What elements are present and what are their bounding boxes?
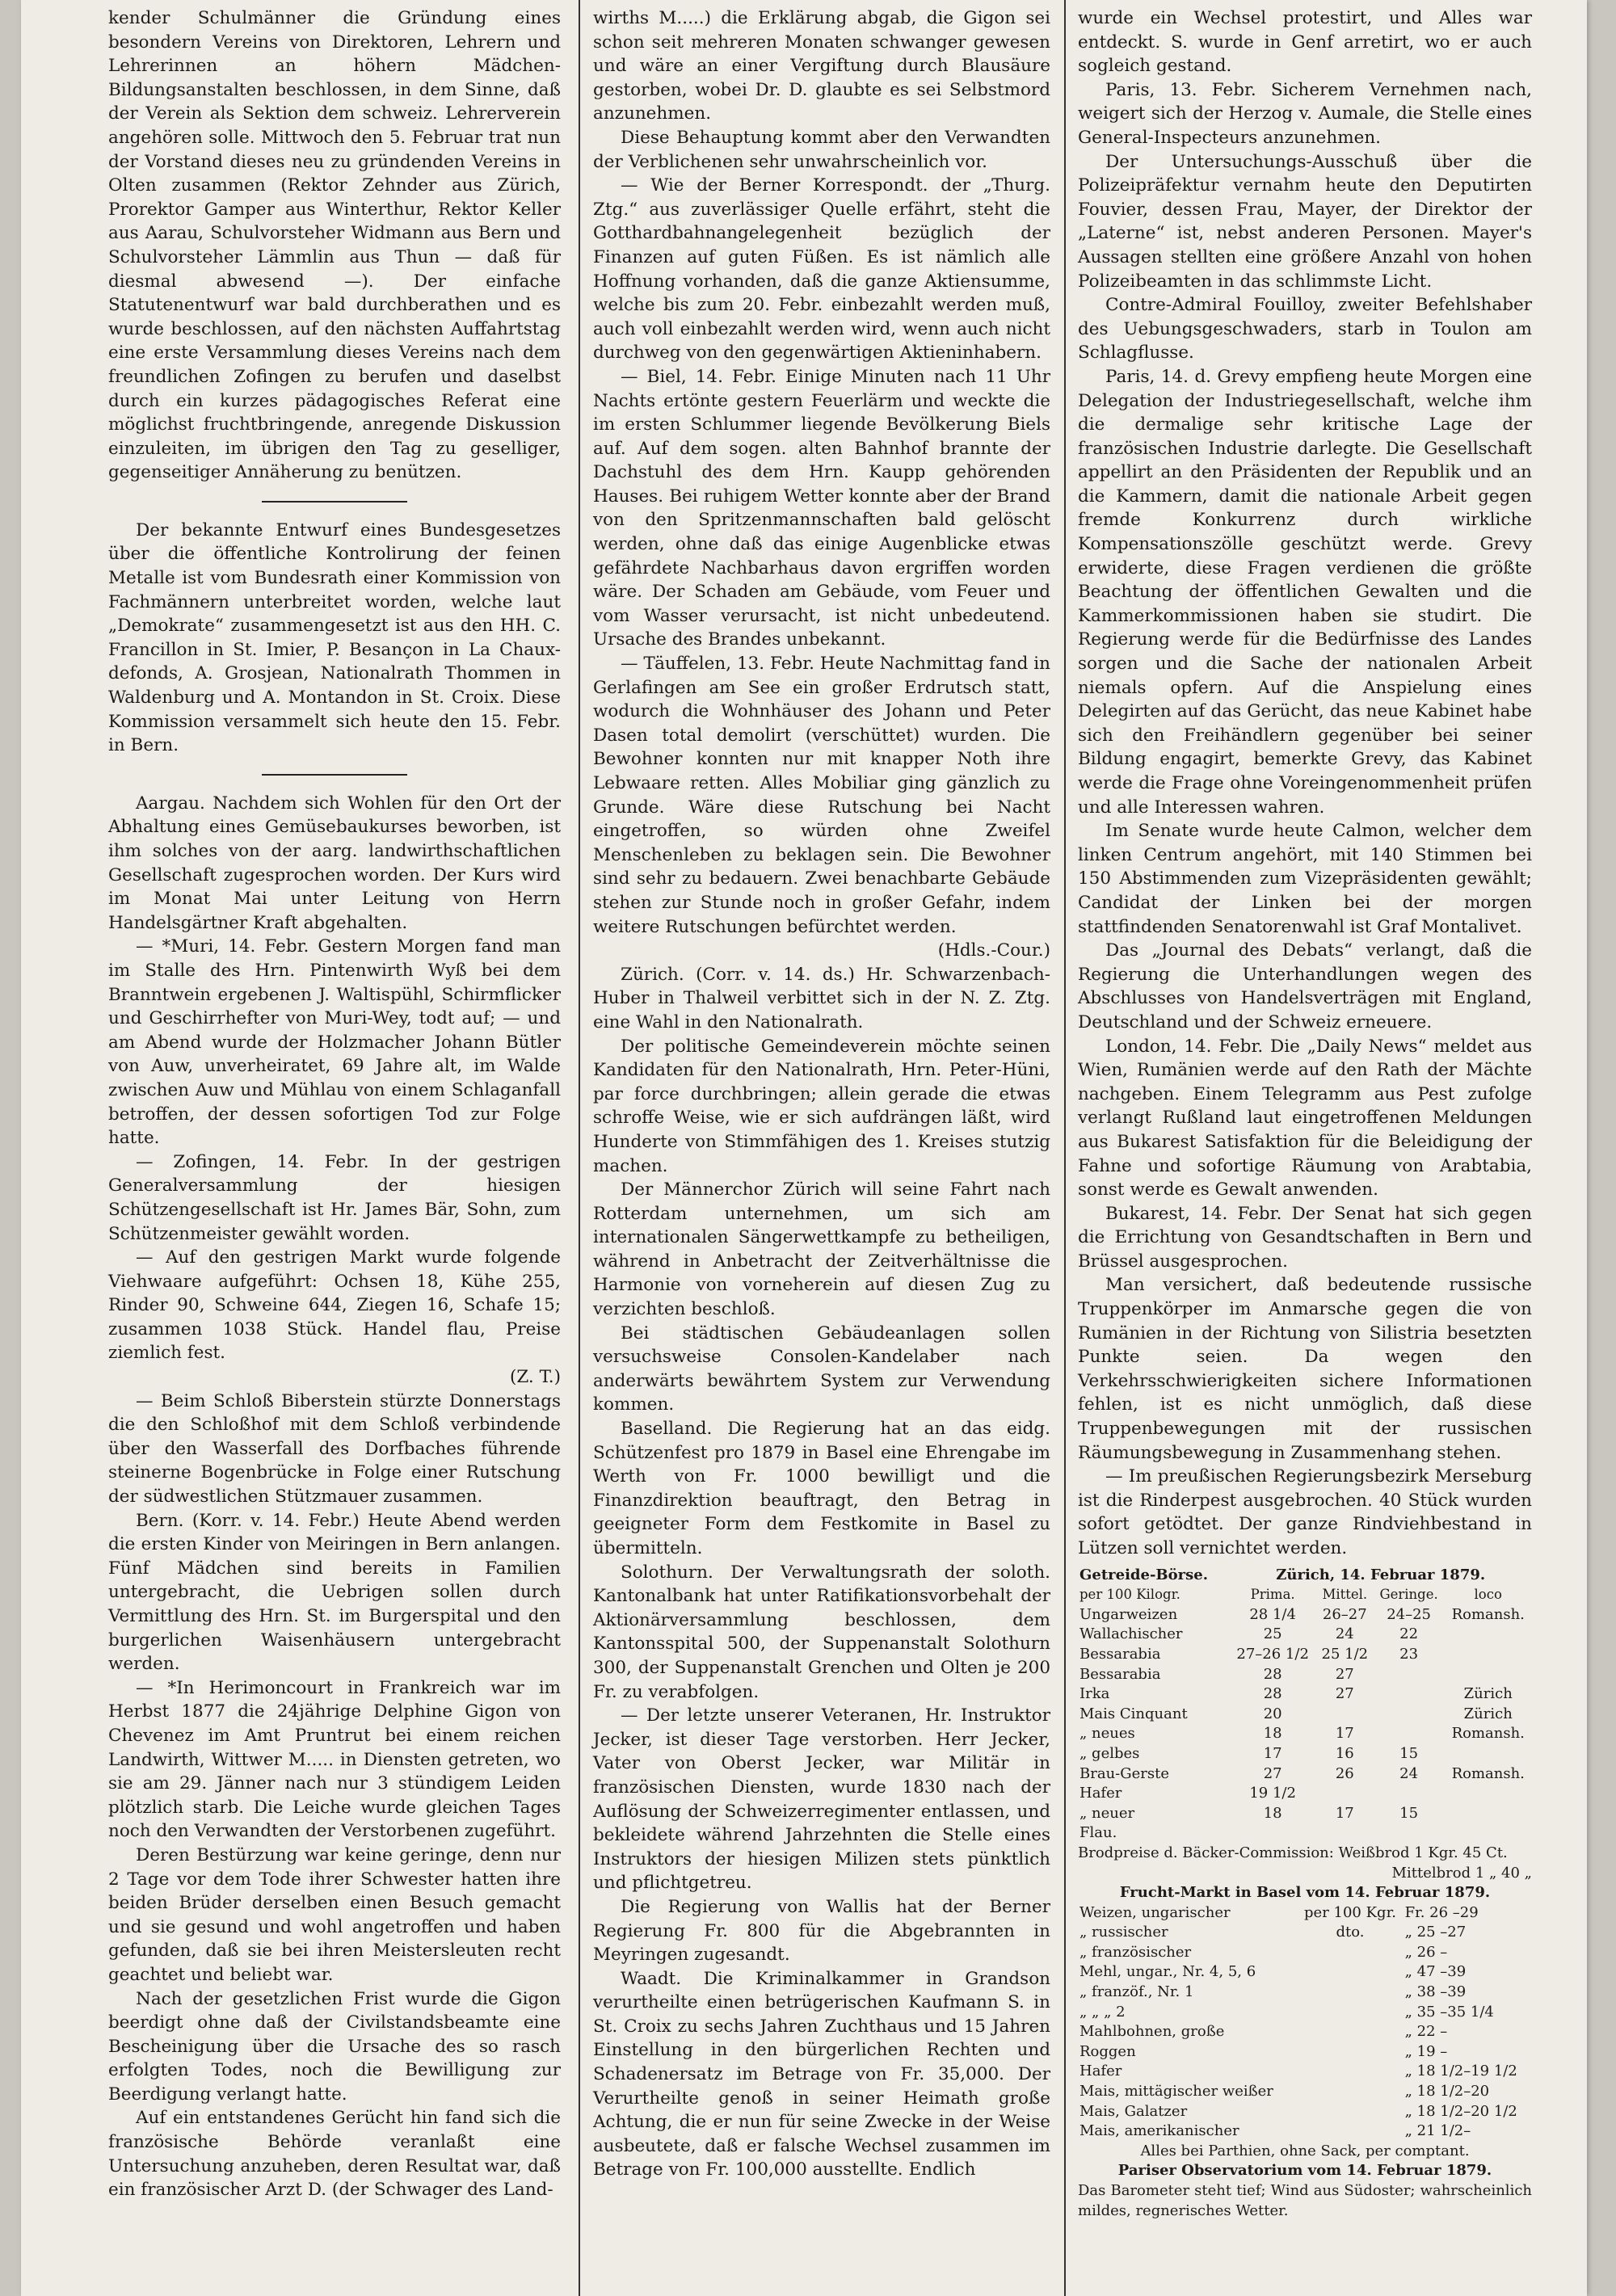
- table-cell: Weizen, ungarischer: [1079, 1903, 1231, 1921]
- table-cell: Romansh.: [1451, 1725, 1525, 1743]
- table-cell: „ 22 –: [1404, 2023, 1448, 2041]
- table-row: [1078, 1645, 1532, 1665]
- table-cell: 27: [1335, 1685, 1354, 1703]
- table-cell: [1297, 2062, 1403, 2082]
- table-cell: [1316, 1823, 1374, 1844]
- table-cell: [1297, 2042, 1403, 2063]
- table-cell: „ 18 1/2–19 1/2: [1404, 2063, 1517, 2080]
- article-text: Man versichert, daß bedeutende russische Truppenkörper im Anmarsche gegen die von Rumänien in der Richtung von Silistria besetzten Punkte seien. Da wegen den Verkehrsschwierigkeiten sichere Informationen fehlen, ist es nicht unmöglich, daß diese Truppenbewegungen mit der russischen Räumungsbewegung in Zusammenhang stehen.: [1078, 1275, 1532, 1463]
- table-cell: 27: [1263, 1764, 1282, 1782]
- article-text: Der bekannte Entwurf eines Bundesgesetzes über die öffentliche Kontrolirung der feinen Metalle ist vom Bundesrath einer Kommission von Fachmännern unterbreitet worden, welche laut „Demokrate“ zusammengesetzt ist aus den HH. C. Francillon in St. Imier, P. Besançon in La Chaux-defonds, A. Grosjean, Nationalrath Thommen in Waldenburg und A. Montandon in St. Croix. Diese Kommission versammelt sich heute den 15. Febr. in Bern.: [108, 519, 561, 756]
- table-row: [1078, 1605, 1532, 1625]
- table-row: [1078, 1962, 1532, 1983]
- table-cell: 25: [1263, 1625, 1282, 1643]
- table-cell: „ franzöf., Nr. 1: [1079, 1983, 1194, 2001]
- article-text: — *In Herimoncourt in Frankreich war im Herbst 1877 die 24jährige Delphine Gigon von Chevenez im Amt Pruntrut bei einem reichen Landwirth, Wittwer M..... in Diensten getreten, wo sie am 29. Jänner nach nur 3 stündigem Leiden plötzlich starb. Die Leiche wurde gleichen Tages noch den Verwandten der Verstorbenen zugeführt.: [108, 1677, 561, 1842]
- table-cell: „ 21 1/2–: [1404, 2122, 1471, 2140]
- article-text: — Täuffelen, 13. Febr. Heute Nachmittag fand in Gerlafingen am See ein großer Erdrutsch statt, wodurch die Wohnhäuser des Johann und Peter Dasen total demolirt (verschüttet) wurden. Die Bewohner konnten nur mit knapper Noth ihre Lebwaare retten. Alles Mobiliar ging gänzlich zu Grunde. Wäre diese Rutschung bei Nacht eingetroffen, so würden ohne Zweifel Menschenleben zu beklagen sein. Die Bewohner sind sehr zu bedauern. Zwei benachbarte Gebäude stehen zur Stunde noch in großer Gefahr, indem weitere Rutschungen befürchtet werden.: [593, 654, 1050, 937]
- column-rule-1: [579, 0, 580, 2296]
- table-cell: [1297, 1943, 1403, 1963]
- article-text: London, 14. Febr. Die „Daily News“ meldet aus Wien, Rumänien werde auf den Rath der Mächte nachgeben. Einem Telegramm aus Pest zufolge verlangt Rußland laut eingetroffenen Meldungen aus Bukarest Satisfaktion für die Beleidigung der Fahne und sofortige Räumung von Arabtabia, sonst werde es Gewalt anwenden.: [1078, 1036, 1532, 1201]
- table-row: [1078, 2003, 1532, 2023]
- table-cell: [1297, 1962, 1403, 1983]
- basel-rows: [1078, 1903, 1532, 2142]
- article-text: Contre-Admiral Fouilloy, zweiter Befehlshaber des Uebungsgeschwaders, starb in Toulon am Schlagflusse.: [1078, 295, 1532, 364]
- table-cell: 17: [1335, 1804, 1354, 1822]
- article-text: Diese Behauptung kommt aber den Verwandten der Verblichenen sehr unwahrscheinlich vor.: [593, 127, 1050, 172]
- table-cell: 24: [1335, 1625, 1354, 1643]
- table-cell: [1297, 2022, 1403, 2042]
- table-cell: [1374, 1705, 1445, 1725]
- article-text: — Wie der Berner Korrespondt. der „Thurg. Ztg.“ aus zuverlässiger Quelle erfährt, steht die Gotthardbahnangelegenheit bezüglich der Finanzen auf guten Füßen. Es ist nämlich alle Hoffnung vorhanden, daß die ganze Aktiensumme, welche bis zum 20. Febr. einbezahlt werden muß, auch voll einbezahlt werden wird, wenn auch nicht durchweg von den gegenwärtigen Aktieninhabern.: [593, 175, 1050, 364]
- bread-price: Brodpreise d. Bäcker-Commission: Weißbrod 1 Kgr. 45 Ct.: [1078, 1844, 1508, 1861]
- table-cell: Romansh.: [1451, 1605, 1525, 1623]
- source-signature: (Hdls.-Cour.): [937, 940, 1050, 961]
- column-header: per 100 Kilogr.: [1079, 1587, 1180, 1603]
- market-date: Zürich, 14. Februar 1879.: [1276, 1566, 1486, 1583]
- article-text: Aargau. Nachdem sich Wohlen für den Ort der Abhaltung eines Gemüsebaukurses beworben, ist ihm solches von der aarg. landwirthschaftlichen Gesellschaft zugesprochen worden. Der Kurs wird im Monat Mai unter Leitung von Herrn Handelsgärtner Kraft abgehalten.: [108, 793, 561, 933]
- table-cell: 22: [1399, 1625, 1419, 1643]
- article-text: wurde ein Wechsel protestirt, und Alles war entdeckt. S. wurde in Genf arretirt, wo er auch sogleich gestand.: [1078, 8, 1532, 77]
- table-row: [1078, 1943, 1532, 1963]
- table-cell: [1374, 1665, 1445, 1685]
- table-cell: „ 47 –39: [1404, 1963, 1467, 1981]
- article-text: Bern. (Korr. v. 14. Febr.) Heute Abend werden die ersten Kinder von Meiringen in Bern anlangen. Fünf Mädchen sind bereits in Familien untergebracht, die Uebrigen sollen durch Vermittlung des Hrn. St. im Burgerspital und den burgerlichen Waisenhäusern untergebracht werden.: [108, 1510, 561, 1675]
- table-cell: [1444, 1784, 1532, 1804]
- table-cell: „ 18 1/2–20 1/2: [1404, 2102, 1517, 2120]
- table-row: [1078, 2062, 1532, 2082]
- table-cell: Roggen: [1079, 2042, 1136, 2060]
- table-cell: [1444, 1665, 1532, 1685]
- table-cell: 15: [1399, 1804, 1419, 1822]
- article-text: — Beim Schloß Biberstein stürzte Donnerstags die den Schloßhof mit dem Schloß verbindende über den Wasserfall des Dorfbaches führende steinerne Bogenbrücke in Folge einer Rutschung der südwestlichen Stützmauer zusammen.: [108, 1390, 561, 1508]
- table-cell: 25 1/2: [1321, 1645, 1369, 1663]
- table-cell: Hafer: [1079, 1785, 1122, 1802]
- table-cell: 26–27: [1322, 1605, 1367, 1623]
- table-cell: [1444, 1823, 1532, 1844]
- table-cell: „ neues: [1079, 1725, 1135, 1743]
- table-cell: 24–25: [1387, 1605, 1431, 1623]
- table-row: [1078, 1823, 1532, 1844]
- table-cell: Brau-Gerste: [1079, 1764, 1169, 1782]
- article-text: Der politische Gemeindeverein möchte seinen Kandidaten für den Nationalrath, Hrn. Peter-Hüni, par force durchbringen; allein gerade die etwas schroffe Weise, wie er sich aufdrängen läßt, wird Hunderte von Stimmfähigen des 1. Kreises stutzig machen.: [593, 1036, 1050, 1176]
- article-text: — Zofingen, 14. Febr. In der gestrigen Generalversammlung der hiesigen Schützengesellschaft ist Hr. James Bär, Sohn, zum Schützenmeister gewählt worden.: [108, 1151, 561, 1244]
- table-cell: 27: [1335, 1665, 1354, 1683]
- table-cell: 15: [1399, 1744, 1419, 1762]
- table-cell: Ungarweizen: [1079, 1605, 1178, 1623]
- table-cell: Mehl, ungar., Nr. 4, 5, 6: [1079, 1963, 1256, 1981]
- table-cell: „ 35 –35 1/4: [1404, 2003, 1494, 2021]
- table-cell: 16: [1335, 1744, 1354, 1762]
- basel-market-table: [1078, 1903, 1532, 2142]
- table-cell: [1374, 1823, 1445, 1844]
- article-text: Solothurn. Der Verwaltungsrath der soloth. Kantonalbank hat unter Ratifikationsvorbehalt der Aktionärversammlung beschlossen, dem Kantonsspital 500, der Suppenanstalt Solothurn 300, der Suppenanstalt Grenchen und Olten je 200 Fr. zu verabfolgen.: [593, 1562, 1050, 1702]
- table-cell: dto.: [1336, 1924, 1365, 1941]
- table-row: [1078, 1625, 1532, 1645]
- table-cell: 18: [1263, 1725, 1282, 1743]
- table-cell: [1297, 2102, 1403, 2122]
- table-cell: Irka: [1079, 1685, 1110, 1703]
- column-rule-2: [1064, 0, 1066, 2296]
- table-cell: [1374, 1724, 1445, 1744]
- table-cell: [1297, 1983, 1403, 2003]
- observatory-heading: Pariser Observatorium vom 14. Februar 1879.: [1117, 2162, 1492, 2180]
- table-cell: Wallachischer: [1079, 1625, 1183, 1643]
- section-divider: [262, 501, 407, 503]
- table-cell: [1444, 1744, 1532, 1764]
- article-text: Die Regierung von Wallis hat der Berner Regierung Fr. 800 für die Abgebrannten in Meyringen zugesandt.: [593, 1896, 1050, 1966]
- table-cell: 20: [1263, 1705, 1282, 1722]
- table-row: [1078, 1983, 1532, 2003]
- grain-exchange-table: [1078, 1566, 1532, 1844]
- section-divider: [262, 774, 407, 776]
- table-row: [1078, 1684, 1532, 1705]
- table-cell: Bessarabia: [1079, 1665, 1161, 1683]
- market-report: [1078, 1566, 1532, 2222]
- article-text: Nach der gesetzlichen Frist wurde die Gigon beerdigt ohne daß der Civilstandsbeamte eine Bescheinigung über die Ursache des so rasch erfolgten Todes, noch die Bewilligung zur Beerdigung verlangt hatte.: [108, 1988, 561, 2105]
- article-text: — Biel, 14. Febr. Einige Minuten nach 11 Uhr Nachts ertönte gestern Feuerlärm und weckte die im ersten Schlummer liegende Bevölkerung Biels auf. Auf dem sogen. alten Bahnhof brannte der Dachstuhl des dem Hrn. Kaupp gehörenden Hauses. Bei ruhigem Wetter konnte aber der Brand von den Spritzenmannschaften bald gelöscht werden, ohne daß das einige Augenblicke etwas gefährdete Nachbarhaus davon ergriffen worden wäre. Der Schaden am Gebäude, vom Feuer und vom Wasser verursacht, ist nicht unbedeutend. Ursache des Brandes unbekannt.: [593, 366, 1050, 650]
- table-row: [1078, 1744, 1532, 1764]
- table-cell: [1444, 1645, 1532, 1665]
- table-cell: „ neuer: [1079, 1804, 1135, 1822]
- table-cell: Fr. 26 –29: [1404, 1903, 1479, 1921]
- table-cell: Mais, mittägischer weißer: [1079, 2083, 1273, 2100]
- table-row: [1078, 2121, 1532, 2142]
- article-text: Im Senate wurde heute Calmon, welcher dem linken Centrum angehört, mit 140 Stimmen bei 150 Abstimmenden zum Vizepräsidenten gewählt; Candidat der Linken bei der morgen stattfindenden Senatorenwahl ist Graf Montalivet.: [1078, 821, 1532, 937]
- table-cell: Mais, Galatzer: [1079, 2102, 1188, 2120]
- table-cell: „ 19 –: [1404, 2042, 1448, 2060]
- table-cell: 27–26 1/2: [1236, 1645, 1309, 1663]
- article-text: — Der letzte unserer Veteranen, Hr. Instruktor Jecker, ist dieser Tage verstorben. Herr Jecker, Vater von Oberst Jecker, war Militär in französischen Diensten, wurde 1830 nach der Auflösung der Schweizerregimenter entlassen, und bekleidete während Jahrzehnten die Stelle eines Instruktors der hiesigen Milizen stets pünktlich und pflichtgetreu.: [593, 1705, 1050, 1894]
- table-cell: 28: [1263, 1665, 1282, 1683]
- source-signature: (Z. T.): [509, 1367, 561, 1388]
- table-cell: 28: [1263, 1685, 1282, 1703]
- table-cell: Bessarabia: [1079, 1645, 1161, 1663]
- article-text: Paris, 13. Febr. Sicherem Vernehmen nach, weigert sich der Herzog v. Aumale, die Stelle eines General-Inspecteurs anzunehmen.: [1078, 79, 1532, 148]
- table-cell: „ „ „ 2: [1079, 2003, 1126, 2021]
- table-cell: Zürich: [1463, 1705, 1513, 1722]
- table-cell: [1297, 2082, 1403, 2102]
- article-text: Bei städtischen Gebäudeanlagen sollen versuchsweise Consolen-Kandelaber nach anderwärts bewährtem System zur Verwendung kommen.: [593, 1323, 1050, 1415]
- table-row: [1078, 1903, 1532, 1924]
- table-cell: Romansh.: [1451, 1764, 1525, 1782]
- table-cell: „ 18 1/2–20: [1404, 2083, 1490, 2100]
- table-cell: [1374, 1784, 1445, 1804]
- table-cell: 28 1/4: [1249, 1605, 1296, 1623]
- article-text: Deren Bestürzung war keine geringe, denn nur 2 Tage vor dem Tode ihrer Schwester hatten ihre beiden Brüder derselben einen Besuch gemacht und sie gesund und wohl angetroffen und haben gefunden, daß sie bei ihren Meistersleuten recht geachtet und beliebt war.: [108, 1844, 561, 1985]
- column-3: [1078, 6, 1532, 2221]
- table-cell: [1297, 2003, 1403, 2023]
- column-1: [108, 6, 561, 2202]
- table-cell: per 100 Kgr.: [1304, 1903, 1396, 1921]
- article-text: — *Muri, 14. Febr. Gestern Morgen fand man im Stalle des Hrn. Pintenwirth Wyß bei dem Branntwein ergebenen J. Waltispühl, Schirmflicker und Geschirrhefter von Muri-Wey, todt auf; — und am Abend wurde der Holzmacher Johann Bütler von Auw, unverheiratet, 69 Jahre alt, im Walde zwischen Auw und Mühlau von einem Schlaganfall betroffen, der dessen sofortigen Tod zur Folge hatte.: [108, 936, 561, 1149]
- table-row: [1078, 1665, 1532, 1685]
- article-text: Der Männerchor Zürich will seine Fahrt nach Rotterdam unternehmen, um sich am internationalen Sängerwettkampfe zu betheiligen, während in Anbetracht der Zeitverhältnisse die Harmonie von vorneherein auf diesen Zug zu verzichten beschloß.: [593, 1180, 1050, 1320]
- table-cell: [1297, 2121, 1403, 2142]
- column-header: Geringe.: [1379, 1587, 1438, 1603]
- table-row: [1078, 1923, 1532, 1943]
- table-cell: „ französischer: [1079, 1943, 1192, 1961]
- table-row: [1078, 1724, 1532, 1744]
- table-cell: 17: [1335, 1725, 1354, 1743]
- weather-text: Das Barometer steht tief; Wind aus Südoster; wahrscheinlich mildes, regnerisches Wetter.: [1078, 2182, 1532, 2219]
- table-cell: „ 38 –39: [1404, 1983, 1467, 2001]
- table-cell: [1374, 1684, 1445, 1705]
- column-header: Prima.: [1250, 1587, 1295, 1603]
- table-cell: 19 1/2: [1249, 1785, 1296, 1802]
- table-cell: „ gelbes: [1079, 1744, 1140, 1762]
- article-text: wirths M.....) die Erklärung abgab, die Gigon sei schon seit mehreren Monaten schwanger gewesen und wäre an einer Vergiftung durch Blausäure gestorben, wobei Dr. D. glaubte es sei Selbstmord anzunehmen.: [593, 8, 1050, 124]
- table-cell: 24: [1399, 1764, 1419, 1782]
- table-cell: Flau.: [1079, 1824, 1117, 1842]
- table-row: [1078, 1705, 1532, 1725]
- market-heading: Getreide-Börse.: [1079, 1566, 1208, 1583]
- article-text: Das „Journal des Debats“ verlangt, daß die Regierung die Unterhandlungen wegen des Abschlusses von Handelsverträgen mit England, Deutschland und der Schweiz erneuere.: [1078, 940, 1532, 1032]
- table-row: [1078, 2082, 1532, 2102]
- column-2: [593, 6, 1050, 2182]
- table-cell: 23: [1399, 1645, 1419, 1663]
- column-header: loco: [1474, 1587, 1502, 1603]
- article-text: Der Untersuchungs-Ausschuß über die Polizeipräfektur vernahm heute den Deputirten Fouvier, dessen Frau, Mayer, der Direktor der „Laterne“ ist, nebst anderen Personen. Mayer's Aussagen stellten eine größere Anzahl von hohen Polizeibeamten in das schlimmste Licht.: [1078, 151, 1532, 292]
- column-header: Mittel.: [1322, 1587, 1368, 1603]
- newspaper-page: [21, 0, 1587, 2296]
- grain-rows: [1078, 1605, 1532, 1844]
- table-cell: 18: [1263, 1804, 1282, 1822]
- article-text: — Im preußischen Regierungsbezirk Merseburg ist die Rinderpest ausgebrochen. 40 Stück wurden sofort getödtet. Der ganze Rindviehbestand in Lützen soll vernichtet werden.: [1078, 1466, 1532, 1558]
- table-cell: Zürich: [1463, 1685, 1513, 1703]
- table-cell: 26: [1335, 1764, 1354, 1782]
- article-text: Zürich. (Corr. v. 14. ds.) Hr. Schwarzenbach-Huber in Thalweil verbittet sich in der N. Z. Ztg. eine Wahl in den Nationalrath.: [593, 964, 1050, 1032]
- table-header: [1078, 1585, 1532, 1605]
- basel-market-heading: Frucht-Markt in Basel vom 14. Februar 1879.: [1119, 1884, 1491, 1902]
- table-cell: Mahlbohnen, große: [1079, 2023, 1225, 2041]
- table-cell: „ 25 –27: [1404, 1924, 1467, 1941]
- table-row: [1078, 1784, 1532, 1804]
- table-cell: 17: [1263, 1744, 1282, 1762]
- article-text: Auf ein entstandenes Gerücht hin fand sich die französische Behörde veranlaßt eine Untersuchung anzuheben, deren Resultat war, daß ein französischer Arzt D. (der Schwager des Land-: [108, 2108, 561, 2201]
- article-text: Bukarest, 14. Febr. Der Senat hat sich gegen die Errichtung von Gesandtschaften in Bern und Brüssel ausgesprochen.: [1078, 1203, 1532, 1272]
- table-row: [1078, 2022, 1532, 2042]
- table-row: [1078, 2102, 1532, 2122]
- table-row: [1078, 2042, 1532, 2063]
- bread-price: Mittelbrod 1 „ 40 „: [1391, 1864, 1532, 1882]
- table-cell: Hafer: [1079, 2063, 1122, 2080]
- table-cell: [1444, 1625, 1532, 1645]
- table-cell: [1444, 1804, 1532, 1824]
- article-text: Waadt. Die Kriminalkammer in Grandson verurtheilte einen betrügerischen Kaufmann S. in St. Croix zu sechs Jahren Zuchthaus und 15 Jahren Einstellung in den bürgerlichen Rechten und Schadenersatz im Betrage von Fr. 35,000. Der Verurtheilte genoß in seiner Heimath große Achtung, die er nun für seine Zwecke in der Weise ausbeutete, daß er falsche Wechsel zusammen im Betrage von Fr. 100,000 ausstellte. Endlich: [593, 1968, 1050, 2180]
- table-row: [1078, 1764, 1532, 1785]
- market-note: Alles bei Parthien, ohne Sack, per comptant.: [1140, 2142, 1470, 2159]
- article-text: Paris, 14. d. Grevy empfieng heute Morgen eine Delegation der Industriegesellschaft, welche ihm die dermalige sehr kritische Lage der französischen Industrie darlegte. Die Gesellschaft appellirt an den Präsidenten der Republik und an die Kammern, damit die nationale Arbeit gegen fremde Konkurrenz durch wirkliche Kompensationszölle geschützt werde. Grevy erwiderte, diese Fragen verdienen die größte Beachtung der öffentlichen Gewalten und die Kammerkommissionen haben sie studirt. Die Regierung werde für die Bedürfnisse des Landes sorgen und die Sache der nationalen Arbeit niemals opfern. Auf die Anspielung eines Delegirten auf das Gerücht, das neue Kabinet habe sich den Freihändlern gegenüber bei seiner Bildung engagirt, bemerkte Grevy, das Kabinet werde die Frage ohne Voreingenommenheit prüfen und alle Interessen wahren.: [1078, 366, 1532, 818]
- article-text: Baselland. Die Regierung hat an das eidg. Schützenfest pro 1879 in Basel eine Ehrengabe im Werth von Fr. 1000 bewilligt und die Finanzdirektion beauftragt, den Betrag in geeigneter Form dem Festkomite in Basel zu übermitteln.: [593, 1419, 1050, 1558]
- table-cell: [1316, 1784, 1374, 1804]
- table-row: [1078, 1804, 1532, 1824]
- table-cell: „ russischer: [1079, 1924, 1168, 1941]
- table-cell: Mais, amerikanischer: [1079, 2122, 1239, 2140]
- table-cell: „ 26 –: [1404, 1943, 1448, 1961]
- table-cell: [1229, 1823, 1316, 1844]
- article-text: kender Schulmänner die Gründung eines besondern Vereins von Direktoren, Lehrern und Lehrerinnen an höhern Mädchen-Bildungsanstalten beschlossen, in dem Sinne, daß der Verein als Sektion dem schweiz. Lehrerverein angehören solle. Mittwoch den 5. Februar trat nun der Vorstand dieses neu zu gründenden Vereins in Olten zusammen (Rektor Zehnder aus Zürich, Prorektor Gamper aus Winterthur, Rektor Keller aus Aarau, Schulvorsteher Widmann aus Bern und Schulvorsteher Lämmlin aus Thun — daß für diesmal abwesend —). Der einfache Statutenentwurf war bald durchberathen und es wurde beschlossen, auf den nächsten Auffahrtstag eine erste Versammlung dieses Vereins nach dem freundlichen Zofingen zu berufen und daselbst durch ein kurzes pädagogisches Referat eine möglichst fruchtbringende, anregende Diskussion einzuleiten, im übrigen den Tag zu geselliger, gegenseitiger Annäherung zu benützen.: [108, 8, 561, 483]
- table-cell: Mais Cinquant: [1079, 1705, 1188, 1722]
- table-cell: [1316, 1705, 1374, 1725]
- article-text: — Auf den gestrigen Markt wurde folgende Viehwaare aufgeführt: Ochsen 18, Kühe 255, Rinder 90, Schweine 644, Ziegen 16, Schafe 15; zusammen 1038 Stück. Handel flau, Preise ziemlich fest.: [108, 1247, 561, 1364]
